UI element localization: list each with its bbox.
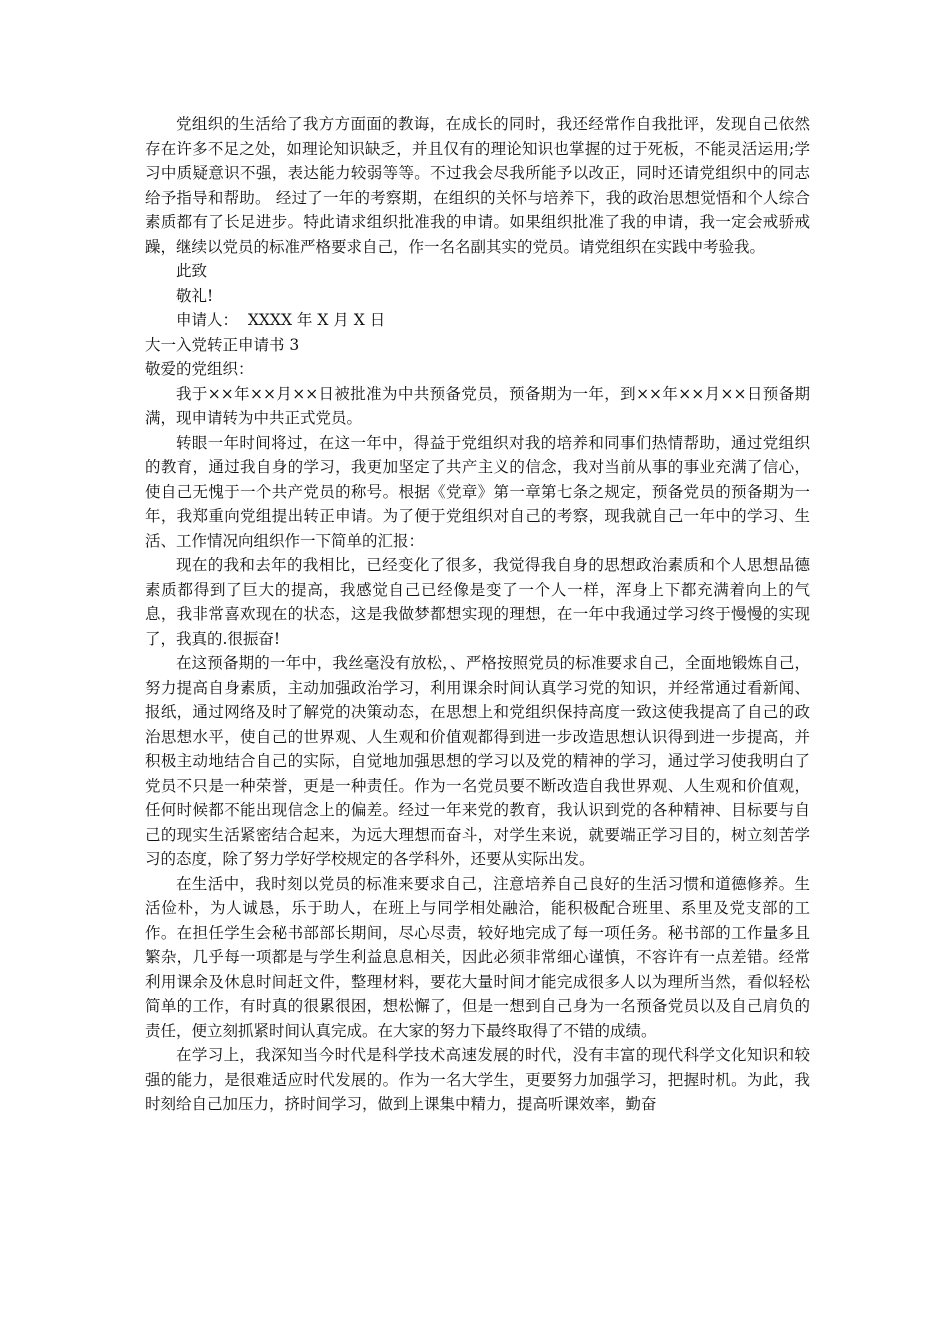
- paragraph-application: 我于××年××月××日被批准为中共预备党员，预备期为一年，到××年××月××日预备期满，现申请转为中共正式党员。: [145, 384, 810, 427]
- paragraph-life: 在生活中，我时刻以党员的标准来要求自己，注意培养自己良好的生活习惯和道德修养。生活俭朴，为人诚恳，乐于助人，在班上与同学相处融洽，能积极配合班里、系里及党支部的工作。在担任学生会秘书部部长期间，尽心尽责，较好地完成了每一项任务。秘书部的工作量多且繁杂，几乎每一项都是与学生利益息息相关，因此必须非常细心谨慎，不容许有一点差错。经常利用课余及休息时间赶文件，整理材料，要花大量时间才能完成很多人以为理所当然，看似轻松简单的工作，有时真的很累很困，想松懈了，但是一想到自己身为一名预备党员以及自己肩负的责任，便立刻抓紧时间认真完成。在大家的努力下最终取得了不错的成绩。: [145, 874, 810, 1040]
- paragraph-change: 现在的我和去年的我相比，已经变化了很多，我觉得我自身的思想政治素质和个人思想品德素质都得到了巨大的提高，我感觉自己已经像是变了一个人一样，浑身上下都充满着向上的气息，我非常喜欢现在的状态，这是我做梦都想实现的理想，在一年中我通过学习终于慢慢的实现了，我真的.很振奋!: [145, 556, 810, 648]
- paragraph-self-criticism: 党组织的生活给了我方方面面的教诲，在成长的同时，我还经常作自我批评，发现自己依然存在许多不足之处，如理论知识缺乏，并且仅有的理论知识也掌握的过于死板，不能灵活运用;学习中质疑意识不强，表达能力较弱等等。不过我会尽我所能予以改正，同时还请党组织中的同志给予指导和帮助。 经过了一年的考察期，在组织的关怀与培养下，我的政治思想觉悟和个人综合素质都有了长足进步。特此请求组织批准我的申请。如果组织批准了我的申请，我一定会戒骄戒躁，继续以党员的标准严格要求自己，作一名名副其实的党员。请党组织在实践中考验我。: [145, 115, 810, 256]
- closing-jingli: 敬礼!: [176, 286, 214, 305]
- closing-cizhi: 此致: [176, 262, 208, 280]
- signature-line: 申请人： XXXX 年 X 月 X 日: [176, 311, 386, 329]
- paragraph-study: 在学习上，我深知当今时代是科学技术高速发展的时代，没有丰富的现代科学文化知识和较强的能力，是很难适应时代发展的。作为一名大学生，更要努力加强学习，把握时机。为此，我时刻给自己加压力，挤时间学习，做到上课集中精力，提高听课效率，勤奋: [145, 1046, 810, 1113]
- paragraph-probation: 在这预备期的一年中，我丝毫没有放松，、严格按照党员的标准要求自己，全面地锻炼自己，努力提高自身素质，主动加强政治学习，利用课余时间认真学习党的知识，并经常通过看新闻、报纸，通过网络及时了解党的决策动态，在思想上和党组织保持高度一致这使我提高了自己的政治思想水平，使自己的世界观、人生观和价值观都得到进一步改造思想认识得到进一步提高，并积极主动地结合自己的实际，自觉地加强思想的学习以及党的精神的学习，通过学习使我明白了党员不只是一种荣誉，更是一种责任。作为一名党员要不断改造自我世界观、人生观和价值观，任何时候都不能出现信念上的偏差。经过一年来党的教育，我认识到党的各种精神、目标要与自己的现实生活紧密结合起来，为远大理想而奋斗，对学生来说，就要端正学习目的，树立刻苦学习的态度，除了努力学好学校规定的各学科外，还要从实际出发。: [145, 654, 810, 868]
- section-title: 大一入党转正申请书 3: [145, 335, 300, 354]
- paragraph-year-review: 转眼一年时间将过，在这一年中，得益于党组织对我的培养和同事们热情帮助，通过党组织的教育，通过我自身的学习，我更加坚定了共产主义的信念，我对当前从事的事业充满了信心，使自己无愧于一个共产党员的称号。根据《党章》第一章第七条之规定，预备党员的预备期为一年，我郑重向党组提出转正申请。为了便于党组织对自己的考察，现我就自己一年中的学习、生活、工作情况向组织作一下简单的汇报：: [145, 433, 810, 550]
- document-body: [145, 112, 810, 1117]
- salutation: 敬爱的党组织：: [145, 360, 254, 378]
